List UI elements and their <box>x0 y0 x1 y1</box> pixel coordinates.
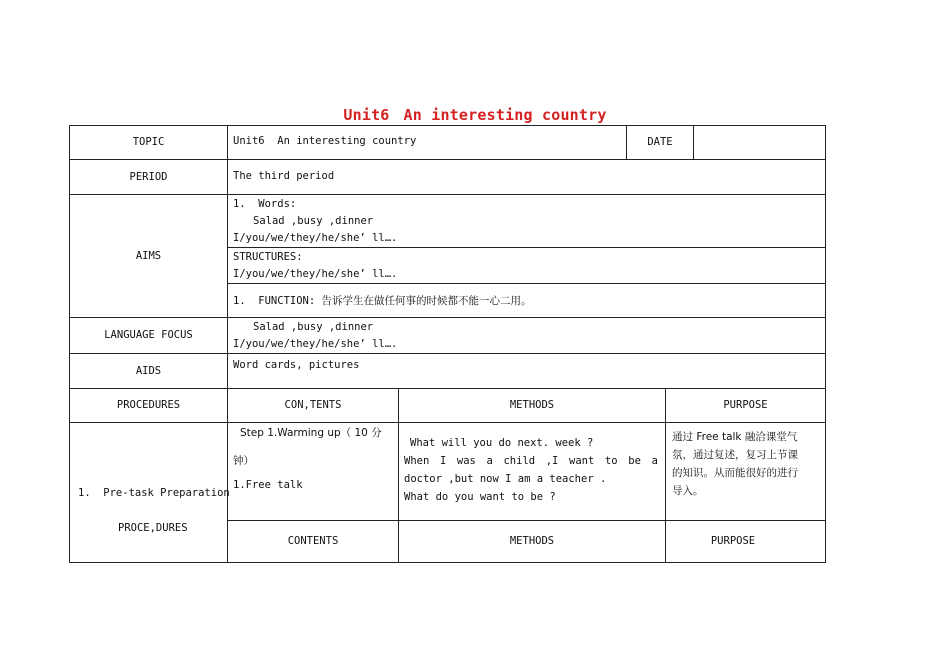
methods-line3: doctor ,but now I am a teacher . <box>404 473 607 485</box>
sub-contents-header: CONTENTS <box>287 535 339 547</box>
methods-word: was <box>456 455 476 467</box>
language-focus-label: LANGUAGE FOCUS <box>104 329 193 341</box>
language-focus-line1: Salad ,busy ,dinner <box>253 321 374 333</box>
methods-word: When <box>404 455 430 467</box>
topic-label: TOPIC <box>132 136 165 148</box>
purpose-line3: 的知识。从而能很好的进行 <box>672 467 798 479</box>
aims-structures-line: I/you/we/they/he/she’ ll…. <box>233 268 398 280</box>
language-focus-line2: I/you/we/they/he/she’ ll…. <box>233 338 398 350</box>
methods-word: a <box>651 455 658 467</box>
pre-task-label: 1. Pre-task Preparation <box>78 487 230 499</box>
date-label: DATE <box>647 136 673 148</box>
methods-word: to <box>604 455 618 467</box>
methods-word: I <box>439 455 447 467</box>
step-warming-up <box>240 425 382 440</box>
aids-label: AIDS <box>135 364 162 377</box>
aims-structures-heading: STRUCTURES: <box>233 251 303 263</box>
aims-function-text: 告诉学生在做任何事的时候都不能一心二用。 <box>321 295 532 307</box>
aims-function <box>233 293 532 308</box>
purpose-block <box>672 428 798 500</box>
aims-function-prefix: 1. FUNCTION: <box>233 295 316 307</box>
aids-value: Word cards, pictures <box>233 359 360 371</box>
language-focus-block <box>233 319 397 353</box>
contents-header: CON,TENTS <box>284 399 342 411</box>
methods-line4: What do you want to be ? <box>404 491 556 503</box>
period-value: The third period <box>233 170 335 182</box>
aims-words-line2: I/you/we/they/he/she’ ll…. <box>233 232 398 244</box>
aims-words-line1: Salad ,busy ,dinner <box>253 215 374 227</box>
topic-value: Unit6 An interesting country <box>233 135 417 147</box>
period-label: PERIOD <box>129 170 168 183</box>
pre-task-procedures: PROCE,DURES <box>118 522 188 534</box>
aims-label: AIMS <box>135 249 162 262</box>
aims-words-block <box>233 196 397 247</box>
purpose-line2: 氛，通过复述，复习上节课 <box>672 449 798 461</box>
aims-structures-block <box>233 249 397 283</box>
methods-word: ,I <box>545 455 559 467</box>
document-title <box>0 106 950 124</box>
purpose-header: PURPOSE <box>723 399 768 411</box>
aims-words-heading: 1. Words: <box>233 198 297 210</box>
free-talk: 1.Free talk <box>233 479 303 491</box>
sub-methods-header: METHODS <box>509 535 555 547</box>
step-line1: Step 1.Warming up（ 10 分 <box>240 427 382 439</box>
methods-line1: What will you do next. week ? <box>410 437 594 449</box>
purpose-line1: 通过 Free talk 融洽课堂气 <box>672 431 798 443</box>
purpose-line4: 导入。 <box>672 485 704 497</box>
methods-line2 <box>404 455 658 467</box>
methods-word: child <box>503 455 536 467</box>
methods-word: want <box>569 455 595 467</box>
title-unit: Unit6 <box>343 106 390 124</box>
methods-header: METHODS <box>509 399 555 411</box>
sub-purpose-header: PURPOSE <box>710 535 756 547</box>
methods-word: a <box>486 455 493 467</box>
step-line2: 钟） <box>233 455 254 467</box>
procedures-header: PROCEDURES <box>116 399 181 411</box>
date-value <box>694 126 825 159</box>
title-topic: An interesting country <box>403 106 607 124</box>
methods-word: be <box>628 455 641 467</box>
